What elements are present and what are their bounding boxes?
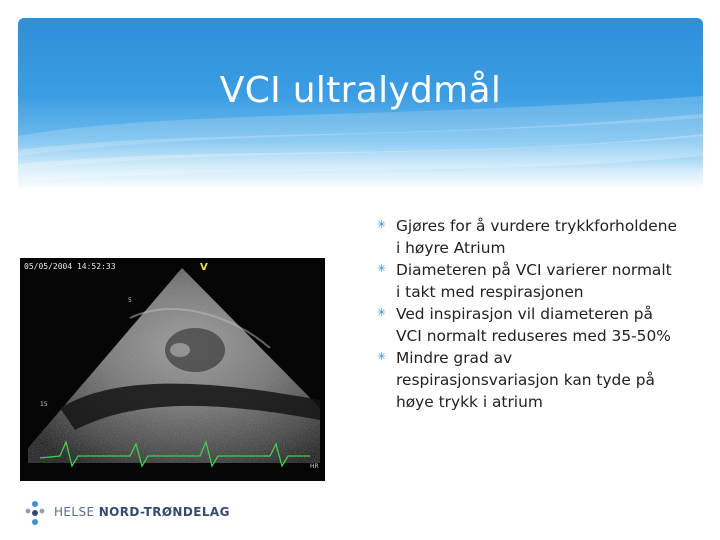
ultrasound-scan-graphic bbox=[20, 258, 325, 481]
logo-dots-icon bbox=[24, 500, 46, 526]
bullet-text: Ved inspirasjon vil diameteren på VCI normalt reduseres med 35-50% bbox=[396, 305, 671, 345]
asterisk-bullet-icon: ✳ bbox=[377, 218, 387, 231]
bullet-item bbox=[377, 215, 677, 259]
logo-word-region: NORD-TRØNDELAG bbox=[98, 505, 230, 519]
bullet-text: Mindre grad av respirasjonsvariasjon kan tyde på høye trykk i atrium bbox=[396, 349, 655, 411]
bullet-item bbox=[377, 303, 677, 347]
asterisk-bullet-icon: ✳ bbox=[377, 262, 387, 275]
bullet-text: Gjøres for å vurdere trykkforholdene i høyre Atrium bbox=[396, 217, 677, 257]
bullet-item bbox=[377, 259, 677, 303]
ultrasound-timestamp: 05/05/2004 14:52:33 bbox=[24, 262, 116, 271]
svg-text:HR: HR bbox=[310, 463, 319, 470]
svg-text:5: 5 bbox=[128, 297, 132, 304]
asterisk-bullet-icon: ✳ bbox=[377, 306, 387, 319]
bullet-list bbox=[377, 215, 677, 413]
logo-word-helse: HELSE bbox=[54, 505, 95, 519]
asterisk-bullet-icon: ✳ bbox=[377, 350, 387, 363]
ultrasound-image bbox=[20, 258, 325, 481]
title-banner bbox=[18, 18, 703, 190]
bullet-item bbox=[377, 347, 677, 413]
logo-wordmark bbox=[54, 505, 230, 519]
probe-orientation-marker: V bbox=[200, 262, 208, 273]
svg-text:15: 15 bbox=[40, 401, 48, 408]
slide-title: VCI ultralydmål bbox=[219, 70, 502, 111]
bullet-text: Diameteren på VCI varierer normalt i takt med respirasjonen bbox=[396, 261, 672, 301]
